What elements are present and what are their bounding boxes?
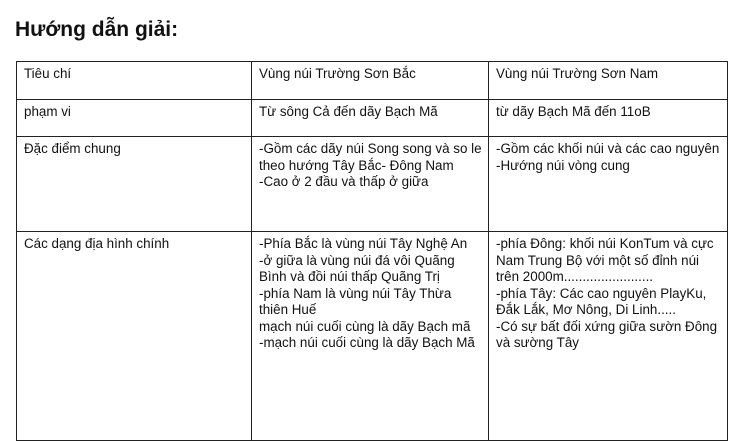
row-south-cell: [489, 100, 728, 137]
row-south-cell: [489, 137, 728, 232]
cell-line: -Gồm các khối núi và các cao nguyên: [496, 141, 720, 156]
header-criterion: Tiêu chí: [17, 62, 252, 100]
cell-line: -phía Tây: Các cao nguyên PlayKu, Đắk Lắk, Mơ Nông, Di Linh.....: [496, 285, 707, 317]
row-north-cell: [252, 100, 489, 137]
cell-line: -phía Nam là vùng núi Tây Thừa thiên Huế: [259, 285, 452, 317]
table-row: [17, 232, 728, 441]
table-row: [17, 100, 728, 137]
row-criterion: Đặc điểm chung: [17, 137, 252, 232]
table-header-row: [17, 62, 728, 100]
cell-line: -phía Đông: khối núi KonTum và cực Nam Trung Bộ với một số đỉnh núi trên 2000m........................: [496, 236, 714, 284]
cell-line: -ở giữa là vùng núi đá vôi Quãng Bình và đồi núi thấp Quãng Trị: [259, 252, 455, 284]
row-north-cell: [252, 137, 489, 232]
header-truong-son-nam: Vùng núi Trường Sơn Nam: [489, 62, 728, 100]
cell-line: -Có sự bất đối xứng giữa sườn Đông và sường Tây: [496, 318, 718, 350]
header-truong-son-bac: Vùng núi Trường Sơn Bắc: [252, 62, 489, 100]
page-heading: Hướng dẫn giải:: [15, 18, 179, 41]
cell-line: -Gồm các dãy núi Song song và so le theo hướng Tây Bắc- Đông Nam: [259, 141, 482, 173]
comparison-table: [16, 61, 728, 441]
cell-line: -Cao ở 2 đầu và thấp ở giữa: [259, 174, 429, 189]
table-row: [17, 137, 728, 232]
row-south-cell: [489, 232, 728, 441]
cell-line: mạch núi cuối cùng là dãy Bạch mã: [259, 318, 471, 334]
cell-line: từ dãy Bạch Mã đến 11oB: [496, 104, 651, 119]
row-criterion: Các dạng địa hình chính: [17, 232, 252, 441]
cell-line: -Phía Bắc là vùng núi Tây Nghệ An: [259, 236, 468, 251]
row-criterion: phạm vi: [17, 100, 252, 137]
cell-line: Từ sông Cả đến dãy Bạch Mã: [259, 104, 438, 119]
row-north-cell: [252, 232, 489, 441]
cell-line: -Hướng núi vòng cung: [496, 157, 630, 173]
cell-line: -mạch núi cuối cùng là dãy Bạch Mã: [259, 335, 475, 350]
